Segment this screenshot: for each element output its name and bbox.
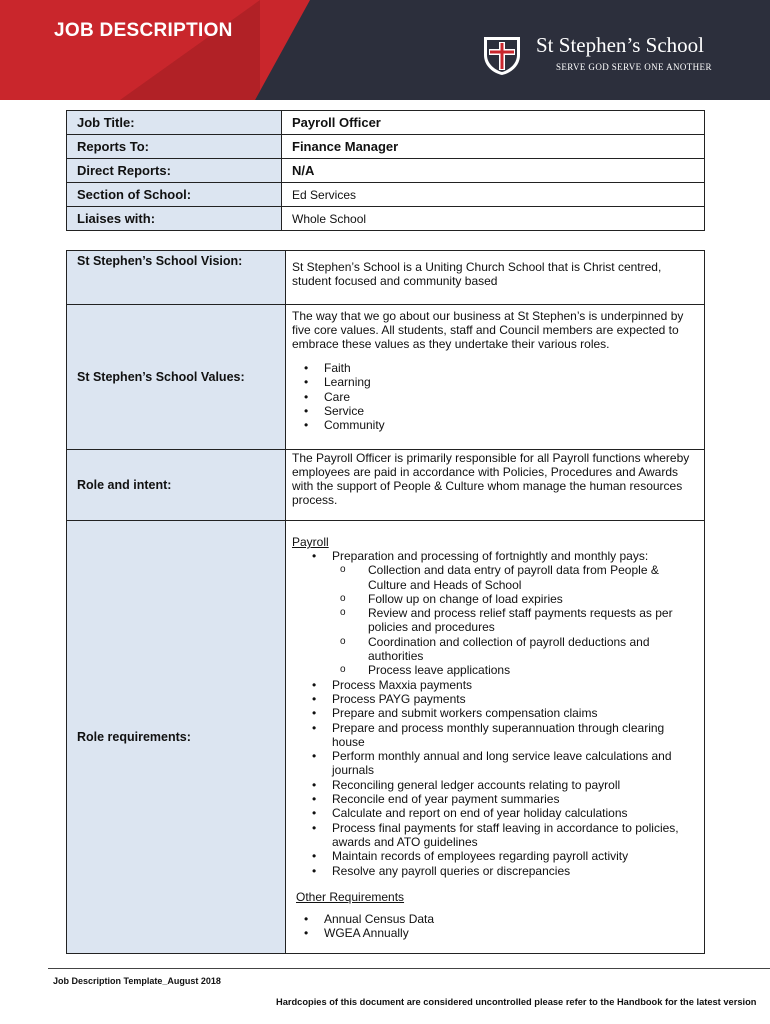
list-item: • Prepare and submit workers compensation claims: [292, 706, 694, 720]
vision-text: St Stephen’s School is a Uniting Church School that is Christ centred, student focused and community based: [286, 251, 705, 305]
table-row: [67, 183, 705, 207]
footer-notice: Hardcopies of this document are considered uncontrolled please refer to the Handbook for the latest version: [276, 997, 757, 1007]
field-label: Job Title:: [67, 111, 282, 135]
job-summary-table: [66, 110, 705, 231]
footer-template-name: Job Description Template_August 2018: [53, 976, 221, 986]
table-row: [67, 251, 705, 305]
reports-to-value: Finance Manager: [282, 135, 705, 159]
field-label: Direct Reports:: [67, 159, 282, 183]
field-label: Reports To:: [67, 135, 282, 159]
list-item: • Resolve any payroll queries or discrepancies: [292, 864, 694, 878]
table-row: [67, 207, 705, 231]
field-label: Liaises with:: [67, 207, 282, 231]
table-row: [67, 305, 705, 450]
role-requirements-cell: [286, 521, 705, 954]
list-item: • Perform monthly annual and long service leave calculations and journals: [292, 749, 694, 778]
table-row: [67, 159, 705, 183]
list-item: [292, 549, 694, 678]
prep-subtask-list: [292, 563, 694, 677]
values-intro: The way that we go about our business at St Stephen’s is underpinned by five core values. All students, staff and Council members are expected to embrace these values as they undertake their various roles.: [292, 309, 684, 351]
role-intent-label: Role and intent:: [67, 450, 286, 521]
school-crest-icon: [480, 33, 524, 77]
list-item: o Follow up on change of load expiries: [292, 592, 694, 606]
values-label: St Stephen’s School Values:: [67, 305, 286, 450]
list-item: o Collection and data entry of payroll data from People & Culture and Heads of School: [292, 563, 694, 592]
list-item: • Reconcile end of year payment summaries: [292, 792, 694, 806]
list-item: • Process PAYG payments: [292, 692, 694, 706]
school-motto: SERVE GOD SERVE ONE ANOTHER: [556, 62, 712, 72]
list-item: • Faith: [292, 361, 694, 375]
list-item: • Calculate and report on end of year holiday calculations: [292, 806, 694, 820]
document-title: JOB DESCRIPTION: [54, 20, 233, 41]
role-intent-text: The Payroll Officer is primarily responsible for all Payroll functions whereby employees are paid in accordance with Policies, Procedures and Awards with the support of People & Culture whom manage the human resources process.: [286, 450, 705, 521]
values-list: [292, 361, 694, 432]
page-header: [0, 0, 770, 100]
list-item: o Coordination and collection of payroll deductions and authorities: [292, 635, 694, 664]
list-item: o Process leave applications: [292, 663, 694, 677]
values-cell: [286, 305, 705, 450]
table-row: [67, 135, 705, 159]
list-item: • Learning: [292, 375, 694, 389]
list-item: • Process final payments for staff leaving in accordance to policies, awards and ATO guidelines: [292, 821, 694, 850]
liaises-value: Whole School: [282, 207, 705, 231]
payroll-task-list: [292, 549, 694, 878]
footer-divider: [48, 968, 770, 969]
field-label: Section of School:: [67, 183, 282, 207]
list-item: • Service: [292, 404, 694, 418]
table-row: [67, 521, 705, 954]
school-name: St Stephen’s School: [536, 33, 705, 57]
role-requirements-label: Role requirements:: [67, 521, 286, 954]
other-requirements-list: [292, 912, 694, 941]
list-item: • Community: [292, 418, 694, 432]
payroll-heading: Payroll: [292, 535, 329, 549]
prep-item-text: Preparation and processing of fortnightly and monthly pays:: [332, 549, 649, 563]
direct-reports-value: N/A: [282, 159, 705, 183]
list-item: • Annual Census Data: [292, 912, 694, 926]
list-item: • WGEA Annually: [292, 926, 694, 940]
job-detail-table: [66, 250, 705, 954]
list-item: • Process Maxxia payments: [292, 678, 694, 692]
section-value: Ed Services: [282, 183, 705, 207]
vision-label: St Stephen’s School Vision:: [67, 251, 286, 305]
list-item: • Prepare and process monthly superannuation through clearing house: [292, 721, 694, 750]
list-item: • Care: [292, 390, 694, 404]
list-item: • Maintain records of employees regarding payroll activity: [292, 849, 694, 863]
list-item: • Reconciling general ledger accounts relating to payroll: [292, 778, 694, 792]
job-title-value: Payroll Officer: [282, 111, 705, 135]
list-item: o Review and process relief staff payments requests as per policies and procedures: [292, 606, 694, 635]
other-requirements-heading: Other Requirements: [296, 889, 405, 904]
table-row: [67, 111, 705, 135]
table-row: [67, 450, 705, 521]
